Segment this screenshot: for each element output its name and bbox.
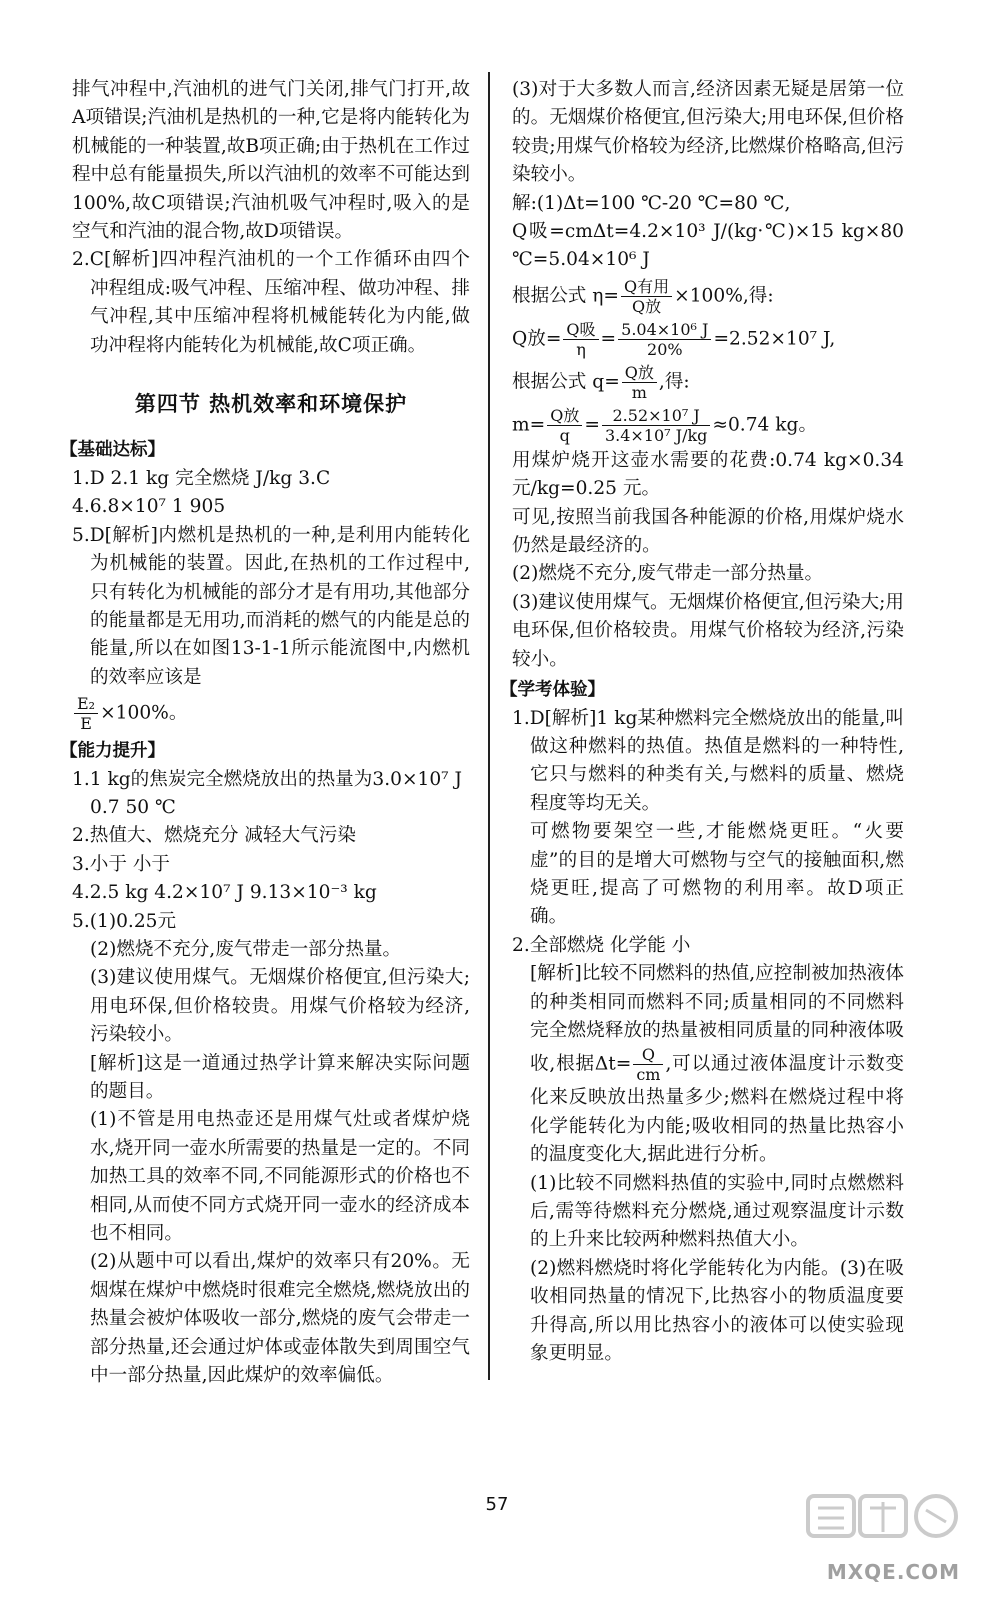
fraction-denominator: η xyxy=(576,339,586,359)
ability-5-analysis-1: (1)不管是用电热壶还是用煤气灶或者煤炉烧水,烧开同一壶水所需要的热量是一定的。不同加热工具的效率不同,不同能源形式的价格也不相同,从而使不同方式烧开同一壶水的经济成本也不相同。 xyxy=(90,1109,470,1245)
conclusion-paragraph: 可见,按照当前我国各种能源的价格,用煤炉烧水仍然是最经济的。 xyxy=(512,506,904,557)
left-column xyxy=(60,76,470,1390)
formula-label: 根据公式 η= xyxy=(512,285,620,307)
ability-5-part-3: (3)建议使用煤气。无烟煤价格便宜,但污染大;用电环保,但价格较贵。用煤气价格较为经济,污染较小。 xyxy=(90,967,470,1046)
basic-answer-5 xyxy=(72,522,470,692)
efficiency-fraction xyxy=(74,694,98,733)
ability-header: 【能力提升】 xyxy=(60,741,165,762)
fraction-numerator: 2.52×10⁷ J xyxy=(602,406,710,426)
section-title: 第四节 热机效率和环境保护 xyxy=(134,392,408,417)
column-divider xyxy=(488,72,490,1380)
right-column xyxy=(500,76,904,1368)
formula-label: 根据公式 q= xyxy=(512,371,620,393)
basic-answer-4: 4.6.8×10⁷ 1 905 xyxy=(72,496,226,518)
fraction-delta-t xyxy=(633,1045,663,1084)
fraction-values xyxy=(618,320,711,359)
fraction-numerator: Q吸 xyxy=(563,320,598,340)
analysis-3: (3)对于大多数人而言,经济因素无疑是居第一位的。无烟煤价格便宜,但污染大;用电环保,但价格较贵;用煤气价格较为经济,比燃煤价格略高,但污染较小。 xyxy=(512,79,904,186)
fraction-q-over-m xyxy=(622,363,657,402)
watermark-logo-icon xyxy=(804,1492,964,1566)
exam-answer-2-part-1: (1)比较不同燃料热值的实验中,同时点燃燃料后,需等待燃料充分燃烧,通过观察温度计示数的上升来比较两种燃料热值大小。 xyxy=(530,1172,904,1251)
formula-tail: ,得: xyxy=(658,371,690,393)
ability-answer-1b: 0.7 50 ℃ xyxy=(90,796,176,818)
ability-answer-2: 2.热值大、燃烧充分 减轻大气污染 xyxy=(72,825,356,847)
formula-heat-value xyxy=(512,361,904,404)
formula-result: =2.52×10⁷ J, xyxy=(713,328,836,350)
exam-header: 【学考体验】 xyxy=(500,680,605,701)
ability-answer-5: 5.(1)0.25元 xyxy=(72,910,177,932)
formula-equals: = xyxy=(584,414,600,436)
exam-answer-1b: 可燃物要架空一些,才能燃烧更旺。“火要虚”的目的是增大可燃物与空气的接触面积,燃烧更旺,提高了可燃物的利用率。故D项正确。 xyxy=(530,821,904,928)
exam-answer-1: 1.D[解析]1 kg某种燃料完全燃烧放出的能量,叫做这种燃料的热值。热值是燃料的一种特性,它只与燃料的种类有关,与燃料的质量、燃烧程度等均无关。 xyxy=(512,707,904,814)
fraction-denominator: 20% xyxy=(647,339,683,359)
fraction-numerator: Q xyxy=(633,1045,663,1065)
fraction-numerator: E₂ xyxy=(74,694,98,714)
ability-answer-3: 3.小于 小于 xyxy=(72,853,171,875)
ability-5-analysis-2: (2)从题中可以看出,煤炉的效率只有20%。无烟煤在煤炉中燃烧时很难完全燃烧,燃烧放出的热量会被炉体吸收一部分,燃烧的废气会带走一部分热量,还会通过炉体或壶体散失到周围空气中一部分热量,因此煤炉的效率偏低。 xyxy=(90,1251,470,1387)
answer-part-3: (3)建议使用煤气。无烟煤价格便宜,但污染大;用电环保,但价格较贵。用煤气价格较为经济,污染较小。 xyxy=(512,591,904,670)
efficiency-formula xyxy=(72,692,470,735)
formula-label: Δt= xyxy=(594,1053,632,1075)
fraction-denominator: cm xyxy=(636,1065,661,1085)
paragraph-intro: 排气冲程中,汽油机的进气门关闭,排气门打开,故A项错误;汽油机是热机的一种,它是将内能转化为机械能的一种装置,故B项正确;由于热机在工作过程中总有能量损失,所以汽油机的效率不可能达到100%,故C项错误;汽油机吸气冲程时,吸入的是空气和汽油的混合物,故D项错误。 xyxy=(72,79,470,243)
fraction-q-over-q xyxy=(547,406,582,445)
exam-answer-2: 2.全部燃烧 化学能 小 xyxy=(512,934,691,956)
formula-equals: = xyxy=(600,328,617,350)
formula-label: m= xyxy=(512,414,546,436)
fraction-q-absorbed xyxy=(563,320,598,359)
watermark-url: MXQE.COM xyxy=(826,1560,960,1584)
ability-answer-1: 1.1 kg的焦炭完全燃烧放出的热量为3.0×10⁷ J xyxy=(72,768,462,790)
cost-paragraph: 用煤炉烧开这壶水需要的花费:0.74 kg×0.34 元/kg=0.25 元。 xyxy=(512,449,904,500)
analysis-text: [解析]比较不同燃料的热值,应控制被加热液体的种类相同而燃料不同;质量相同的不同燃料完全燃烧释放的热量被相同质量的同种液体吸收,根据 xyxy=(530,963,904,1075)
answer-2: 2.C[解析]四冲程汽油机的一个工作循环由四个冲程组成:吸气冲程、压缩冲程、做功冲程、排气冲程,其中压缩冲程将机械能转化为内能,做功冲程将内能转化为机械能,故C项正确。 xyxy=(72,249,470,356)
ability-5-analysis: [解析]这是一道通过热学计算来解决实际问题的题目。 xyxy=(90,1052,470,1102)
formula-label: Q放= xyxy=(512,328,562,350)
page-number: 57 xyxy=(485,1494,509,1515)
formula-tail: ×100%,得: xyxy=(674,285,774,307)
exam-answer-2-part-2: (2)燃料燃烧时将化学能转化为内能。(3)在吸收相同热量的情况下,比热容小的物质温度要升得高,所以用比热容小的液体可以使实验现象更明显。 xyxy=(530,1257,904,1365)
basic-header: 【基础达标】 xyxy=(60,440,165,461)
basic-answer-1: 1.D 2.1 kg 完全燃烧 J/kg 3.C xyxy=(72,467,331,489)
solution-line-1: 解:(1)Δt=100 ℃-20 ℃=80 ℃, xyxy=(512,192,791,214)
fraction-denominator: E xyxy=(80,714,92,734)
fraction-numerator: Q有用 xyxy=(621,277,672,297)
fraction-denominator: 3.4×10⁷ J/kg xyxy=(604,425,708,445)
fraction-denominator: m xyxy=(631,382,647,402)
formula-efficiency xyxy=(512,275,904,318)
fraction-values xyxy=(602,406,710,445)
formula-result: ≈0.74 kg。 xyxy=(712,414,818,436)
answer-part-2: (2)燃烧不充分,废气带走一部分热量。 xyxy=(512,563,824,585)
solution-line-2: Q吸=cmΔt=4.2×10³ J/(kg·℃)×15 kg×80 ℃=5.04×10⁶ J xyxy=(512,221,904,271)
fraction-denominator: q xyxy=(559,425,570,445)
fraction-numerator: Q放 xyxy=(622,363,657,383)
formula-mass xyxy=(512,404,904,447)
formula-q-released xyxy=(512,318,904,361)
formula-tail: ×100%。 xyxy=(100,702,188,724)
exam-answer-2-analysis xyxy=(512,960,904,1169)
fraction-q-useful xyxy=(621,277,672,316)
fraction-denominator: Q放 xyxy=(632,296,662,316)
analysis-text-cont: ,可以通过液体温度计示数变化来反映放出热量多少;燃料在燃烧过程中将化学能转化为内能;吸收相同的热量比热容小的温度变化大,据此进行分析。 xyxy=(530,1053,904,1166)
ability-5-part-2: (2)燃烧不充分,废气带走一部分热量。 xyxy=(90,938,402,960)
fraction-numerator: 5.04×10⁶ J xyxy=(618,320,711,340)
basic-answer-5-text: 5.D[解析]内燃机是热机的一种,是利用内能转化为机械能的装置。因此,在热机的工作过程中,只有转化为机械能的部分才是有用功,其他部分的能量都是无用功,而消耗的燃气的内能是总的能量,所以在如图13-1-1所示能流图中,内燃机的效率应该是 xyxy=(72,524,470,688)
fraction-numerator: Q放 xyxy=(547,406,582,426)
ability-answer-4: 4.2.5 kg 4.2×10⁷ J 9.13×10⁻³ kg xyxy=(72,882,377,904)
